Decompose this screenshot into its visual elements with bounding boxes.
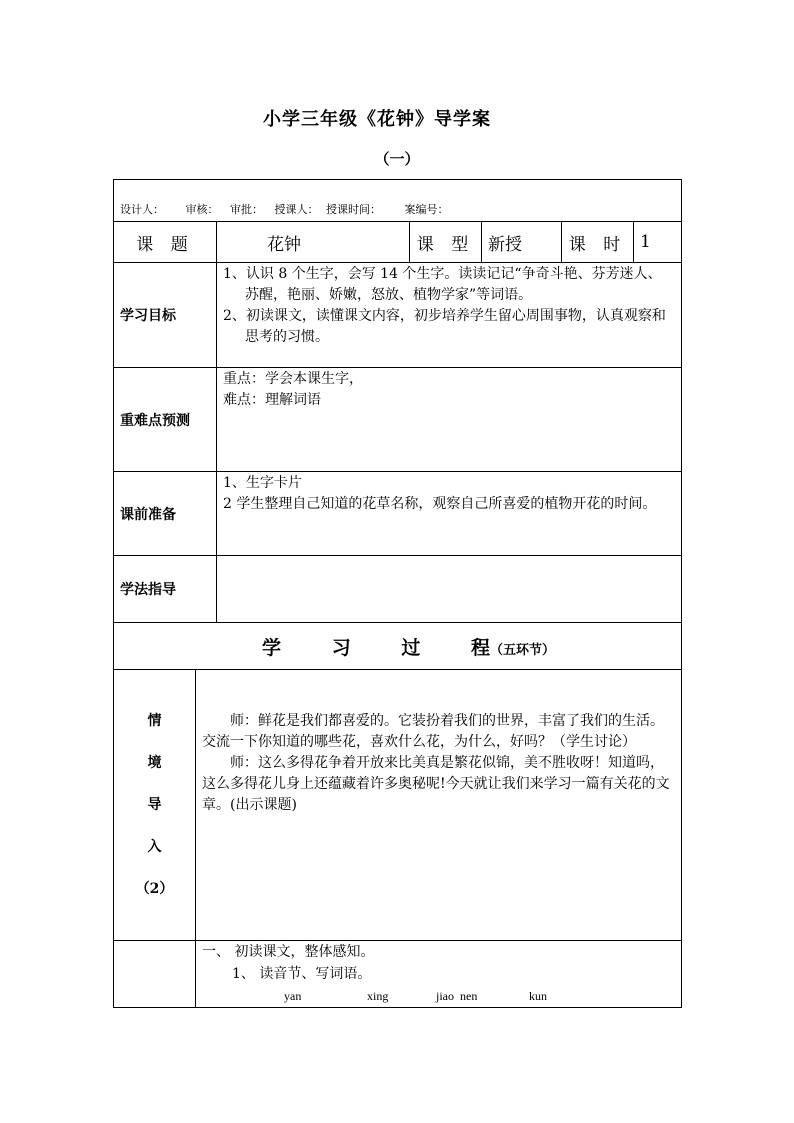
- prep-item: 2 学生整理自己知道的花草名称，观察自己所喜爱的植物开花的时间。: [223, 496, 657, 512]
- stage1-content: [196, 670, 682, 941]
- stage1-char: 入: [147, 839, 162, 855]
- stage2-heading: 一、 初读课文，整体感知。: [202, 944, 375, 960]
- type-label: 课 型: [410, 222, 482, 263]
- method-row: [114, 556, 682, 623]
- meta-time: 授课时间：: [326, 203, 381, 216]
- pinyin-item: jiao nen: [436, 989, 478, 1003]
- period-label: 课 时: [562, 222, 634, 263]
- process-note: （五环节）: [489, 642, 555, 658]
- stage1-row: [114, 670, 682, 941]
- stage1-label: [114, 670, 196, 941]
- stage1-char: 境: [147, 755, 162, 771]
- meta-row: [114, 180, 682, 222]
- prep-content: [217, 472, 682, 556]
- stage1-char: 导: [147, 797, 162, 813]
- stage1-minutes: （2）: [135, 881, 174, 897]
- goals-label: 学习目标: [114, 263, 217, 368]
- keypoint-difficulty: 难点：理解词语: [223, 392, 321, 408]
- keypoints-content: [217, 368, 682, 472]
- process-char: 程: [470, 636, 490, 659]
- goal-item: 1、认识 8 个生字，会写 14 个生字。读读记记“争奇斗艳、芬芳迷人、苏醒，艳丽、娇嫩，怒放、植物学家”等词语。: [223, 266, 662, 303]
- stage1-paragraph: 师：这么多得花争着开放来比美真是繁花似锦，美不胜收呀！知道吗，这么多得花儿身上还蕴藏着许多奥秘呢!今天就让我们来学习一篇有关花的文章。(出示课题): [202, 755, 670, 813]
- process-heading: [114, 623, 682, 670]
- stage2-row: [114, 941, 682, 1008]
- goals-content: [217, 263, 682, 368]
- meta-teacher: 授课人：: [274, 203, 319, 216]
- goals-row: [114, 263, 682, 368]
- document-subtitle: （一）: [374, 150, 420, 168]
- pinyin-row: [202, 985, 675, 1007]
- method-content: [217, 556, 682, 623]
- topic-label: 课 题: [114, 222, 217, 263]
- pinyin-item: yan: [284, 989, 302, 1003]
- prep-row: [114, 472, 682, 556]
- pinyin-item: kun: [529, 989, 547, 1003]
- type-value: 新授: [482, 222, 562, 263]
- stage2-step: 1、 读音节、写词语。: [232, 966, 372, 982]
- header-row: [114, 222, 682, 263]
- lesson-plan-table: [113, 179, 682, 1008]
- pinyin-item: xing: [367, 989, 389, 1003]
- stage2-content: [196, 941, 682, 1008]
- stage1-char: 情: [147, 713, 162, 729]
- meta-designer: 设计人：: [120, 203, 164, 216]
- prep-item: 1、生字卡片: [223, 475, 302, 491]
- process-char: 学: [262, 636, 282, 659]
- meta-cell: [114, 180, 682, 222]
- prep-label: 课前准备: [114, 472, 217, 556]
- process-char: 过: [401, 636, 421, 659]
- topic-value: 花钟: [217, 222, 410, 263]
- process-row: [114, 623, 682, 670]
- keypoints-row: [114, 368, 682, 472]
- keypoints-label: 重难点预测: [114, 368, 217, 472]
- stage1-paragraph: 师：鲜花是我们都喜爱的。它装扮着我们的世界，丰富了我们的生活。交流一下你知道的哪些花，喜欢什么花，为什么，好吗？（学生讨论）: [202, 713, 664, 750]
- keypoint-focus: 重点：学会本课生字，: [223, 371, 363, 387]
- period-value: 1: [634, 222, 682, 263]
- meta-approver: 审批：: [230, 203, 263, 216]
- method-label: 学法指导: [114, 556, 217, 623]
- stage2-label: [114, 941, 196, 1008]
- meta-number: 案编号：: [404, 203, 449, 216]
- goal-item: 2、初读课文，读懂课文内容，初步培养学生留心周围事物，认真观察和思考的习惯。: [223, 308, 666, 345]
- meta-reviewer: 审核：: [185, 203, 219, 216]
- process-char: 习: [331, 636, 351, 659]
- document-title: 小学三年级《花钟》导学案: [263, 109, 491, 130]
